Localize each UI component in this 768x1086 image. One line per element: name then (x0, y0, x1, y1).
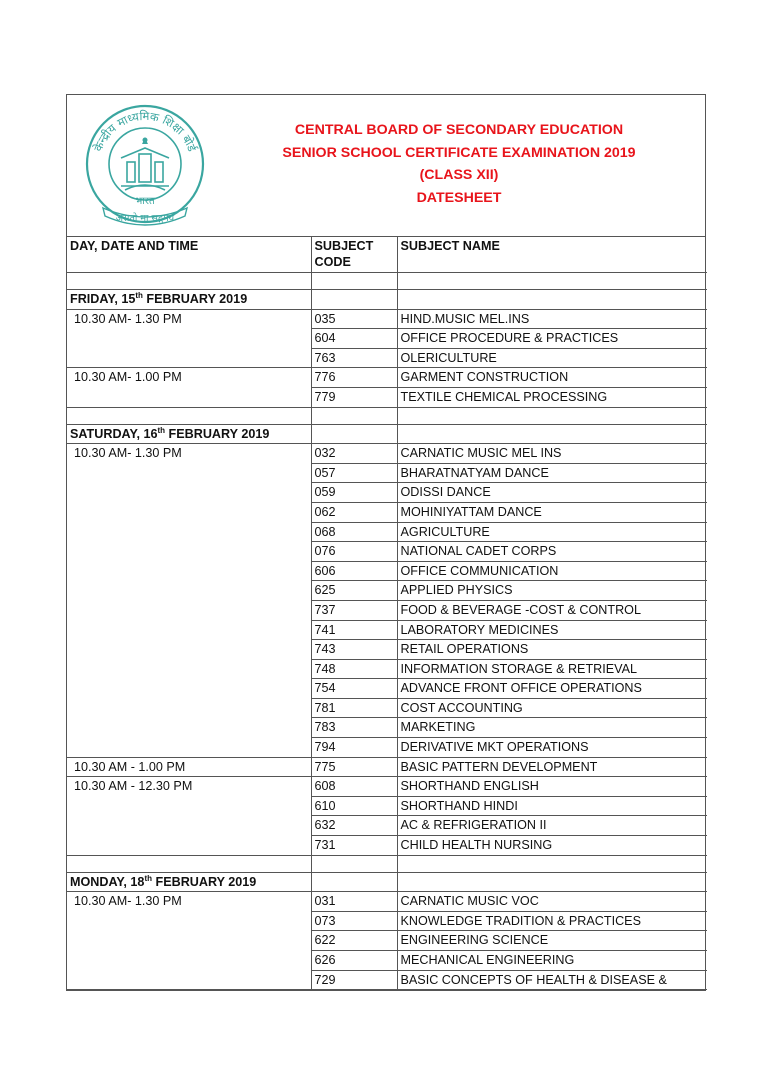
table-row (67, 698, 707, 718)
table-row (67, 387, 707, 407)
subject-code-cell: 606 (311, 561, 397, 581)
column-header-name: SUBJECT NAME (397, 237, 707, 273)
subject-name-cell: ADVANCE FRONT OFFICE OPERATIONS (397, 679, 707, 699)
empty-cell (397, 872, 707, 892)
subject-name-cell: CARNATIC MUSIC MEL INS (397, 444, 707, 464)
table-row (67, 777, 707, 797)
table-row (67, 951, 707, 971)
subject-name-cell: BASIC CONCEPTS OF HEALTH & DISEASE & (397, 970, 707, 990)
subject-code-cell: 622 (311, 931, 397, 951)
class-label: (CLASS XII) (419, 167, 499, 183)
board-name: CENTRAL BOARD OF SECONDARY EDUCATION (294, 122, 624, 138)
table-row (67, 600, 707, 620)
subject-name-cell: ENGINEERING SCIENCE (397, 931, 707, 951)
date-suffix: th (144, 873, 152, 883)
subject-name-cell: NATIONAL CADET CORPS (397, 542, 707, 562)
subject-name-cell: BASIC PATTERN DEVELOPMENT (397, 757, 707, 777)
table-row (67, 444, 707, 464)
time-cell (67, 600, 311, 620)
date-month: FEBRUARY 2019 (168, 426, 270, 441)
subject-code-cell: 781 (311, 698, 397, 718)
time-cell (67, 679, 311, 699)
emblem-motto: असतो मा सद्गमय (115, 213, 175, 224)
time-cell (67, 951, 311, 971)
subject-code-cell: 062 (311, 502, 397, 522)
table-row (67, 640, 707, 660)
table-row (67, 816, 707, 836)
table-row (67, 561, 707, 581)
empty-cell (311, 424, 397, 444)
spacer-row (67, 855, 707, 872)
time-cell (67, 738, 311, 758)
subject-name-cell: HIND.MUSIC MEL.INS (397, 309, 707, 329)
subject-code-cell: 776 (311, 368, 397, 388)
table-row (67, 581, 707, 601)
time-cell: 10.30 AM- 1.30 PM (67, 309, 311, 329)
table-row (67, 620, 707, 640)
datesheet-table (67, 237, 707, 990)
subject-name-cell: AGRICULTURE (397, 522, 707, 542)
table-row (67, 368, 707, 388)
subject-code-cell: 763 (311, 348, 397, 368)
subject-name-cell: INFORMATION STORAGE & RETRIEVAL (397, 659, 707, 679)
empty-cell (397, 290, 707, 310)
time-cell (67, 463, 311, 483)
time-cell (67, 836, 311, 856)
time-cell (67, 561, 311, 581)
subject-name-cell: OFFICE COMMUNICATION (397, 561, 707, 581)
time-cell (67, 522, 311, 542)
time-cell (67, 620, 311, 640)
subject-code-cell: 731 (311, 836, 397, 856)
document-header (67, 95, 705, 237)
subject-code-cell: 031 (311, 892, 397, 912)
subject-code-cell: 610 (311, 796, 397, 816)
table-row (67, 329, 707, 349)
time-cell (67, 329, 311, 349)
empty-cell (67, 855, 311, 872)
table-row (67, 309, 707, 329)
time-cell: 10.30 AM- 1.00 PM (67, 368, 311, 388)
subject-code-cell: 743 (311, 640, 397, 660)
table-row (67, 738, 707, 758)
date-row (67, 424, 707, 444)
table-row (67, 836, 707, 856)
exam-name: SENIOR SCHOOL CERTIFICATE EXAMINATION 2019 (282, 144, 636, 161)
time-cell (67, 796, 311, 816)
date-cell (67, 424, 311, 444)
subject-name-cell: MECHANICAL ENGINEERING (397, 951, 707, 971)
empty-cell (311, 407, 397, 424)
time-cell (67, 542, 311, 562)
time-cell (67, 698, 311, 718)
document-title (217, 119, 701, 209)
table-row (67, 970, 707, 990)
subject-code-cell: 783 (311, 718, 397, 738)
empty-cell (311, 872, 397, 892)
datesheet-label: DATESHEET (416, 189, 502, 206)
subject-code-cell: 779 (311, 387, 397, 407)
date-weekday: SATURDAY, 16 (70, 426, 158, 441)
table-row (67, 679, 707, 699)
subject-name-cell: OLERICULTURE (397, 348, 707, 368)
date-suffix: th (135, 290, 143, 300)
column-header-day: DAY, DATE AND TIME (67, 237, 311, 273)
subject-code-cell: 794 (311, 738, 397, 758)
column-header-code: SUBJECT CODE (311, 237, 397, 273)
empty-cell (311, 290, 397, 310)
date-cell (67, 290, 311, 310)
subject-name-cell: OFFICE PROCEDURE & PRACTICES (397, 329, 707, 349)
empty-cell (67, 407, 311, 424)
subject-name-cell: COST ACCOUNTING (397, 698, 707, 718)
cbse-emblem-icon (81, 100, 209, 228)
subject-name-cell: CARNATIC MUSIC VOC (397, 892, 707, 912)
subject-code-cell: 775 (311, 757, 397, 777)
date-cell (67, 872, 311, 892)
subject-code-cell: 073 (311, 911, 397, 931)
subject-name-cell: SHORTHAND ENGLISH (397, 777, 707, 797)
subject-code-cell: 076 (311, 542, 397, 562)
subject-name-cell: KNOWLEDGE TRADITION & PRACTICES (397, 911, 707, 931)
empty-cell (397, 855, 707, 872)
subject-name-cell: BHARATNATYAM DANCE (397, 463, 707, 483)
subject-code-cell: 754 (311, 679, 397, 699)
table-row (67, 522, 707, 542)
table-row (67, 718, 707, 738)
subject-code-cell: 632 (311, 816, 397, 836)
subject-code-cell: 068 (311, 522, 397, 542)
table-header-row (67, 237, 707, 273)
emblem-lower-text: भारत (135, 196, 155, 207)
subject-code-cell: 626 (311, 951, 397, 971)
subject-name-cell: DERIVATIVE MKT OPERATIONS (397, 738, 707, 758)
time-cell: 10.30 AM- 1.30 PM (67, 892, 311, 912)
subject-code-cell: 032 (311, 444, 397, 464)
empty-cell (311, 855, 397, 872)
date-month: FEBRUARY 2019 (155, 874, 257, 889)
subject-code-cell: 625 (311, 581, 397, 601)
subject-name-cell: APPLIED PHYSICS (397, 581, 707, 601)
subject-name-cell: CHILD HEALTH NURSING (397, 836, 707, 856)
time-cell (67, 816, 311, 836)
subject-name-cell: SHORTHAND HINDI (397, 796, 707, 816)
time-cell (67, 970, 311, 990)
table-row (67, 542, 707, 562)
time-cell (67, 581, 311, 601)
spacer-row (67, 407, 707, 424)
empty-cell (397, 273, 707, 290)
subject-code-cell: 059 (311, 483, 397, 503)
emblem-ring-text: केन्द्रीय माध्यमिक शिक्षा बोर्ड (90, 108, 200, 154)
empty-cell (397, 424, 707, 444)
time-cell (67, 659, 311, 679)
subject-name-cell: RETAIL OPERATIONS (397, 640, 707, 660)
table-row (67, 796, 707, 816)
subject-name-cell: AC & REFRIGERATION II (397, 816, 707, 836)
table-row (67, 502, 707, 522)
date-weekday: MONDAY, 18 (70, 874, 145, 889)
time-cell (67, 718, 311, 738)
subject-name-cell: LABORATORY MEDICINES (397, 620, 707, 640)
subject-code-cell: 057 (311, 463, 397, 483)
time-cell: 10.30 AM- 1.30 PM (67, 444, 311, 464)
table-row (67, 348, 707, 368)
time-cell (67, 911, 311, 931)
table-row (67, 483, 707, 503)
time-cell: 10.30 AM - 12.30 PM (67, 777, 311, 797)
subject-code-cell: 737 (311, 600, 397, 620)
date-weekday: FRIDAY, 15 (70, 292, 136, 306)
table-row (67, 911, 707, 931)
date-month: FEBRUARY 2019 (146, 292, 248, 306)
subject-name-cell: FOOD & BEVERAGE -COST & CONTROL (397, 600, 707, 620)
empty-cell (67, 273, 311, 290)
subject-name-cell: TEXTILE CHEMICAL PROCESSING (397, 387, 707, 407)
subject-name-cell: MARKETING (397, 718, 707, 738)
date-row (67, 290, 707, 310)
time-cell (67, 640, 311, 660)
date-row (67, 872, 707, 892)
time-cell (67, 348, 311, 368)
empty-cell (311, 273, 397, 290)
time-cell (67, 483, 311, 503)
subject-code-cell: 729 (311, 970, 397, 990)
time-cell (67, 502, 311, 522)
subject-name-cell: GARMENT CONSTRUCTION (397, 368, 707, 388)
empty-cell (397, 407, 707, 424)
table-row (67, 659, 707, 679)
table-row (67, 757, 707, 777)
subject-code-cell: 741 (311, 620, 397, 640)
subject-code-cell: 035 (311, 309, 397, 329)
table-row (67, 931, 707, 951)
subject-code-cell: 604 (311, 329, 397, 349)
time-cell (67, 931, 311, 951)
subject-name-cell: MOHINIYATTAM DANCE (397, 502, 707, 522)
table-row (67, 463, 707, 483)
time-cell (67, 387, 311, 407)
subject-code-cell: 608 (311, 777, 397, 797)
date-suffix: th (157, 425, 166, 435)
subject-code-cell: 748 (311, 659, 397, 679)
spacer-row (67, 273, 707, 290)
subject-name-cell: ODISSI DANCE (397, 483, 707, 503)
datesheet-document (66, 94, 706, 991)
time-cell: 10.30 AM - 1.00 PM (67, 757, 311, 777)
table-row (67, 892, 707, 912)
